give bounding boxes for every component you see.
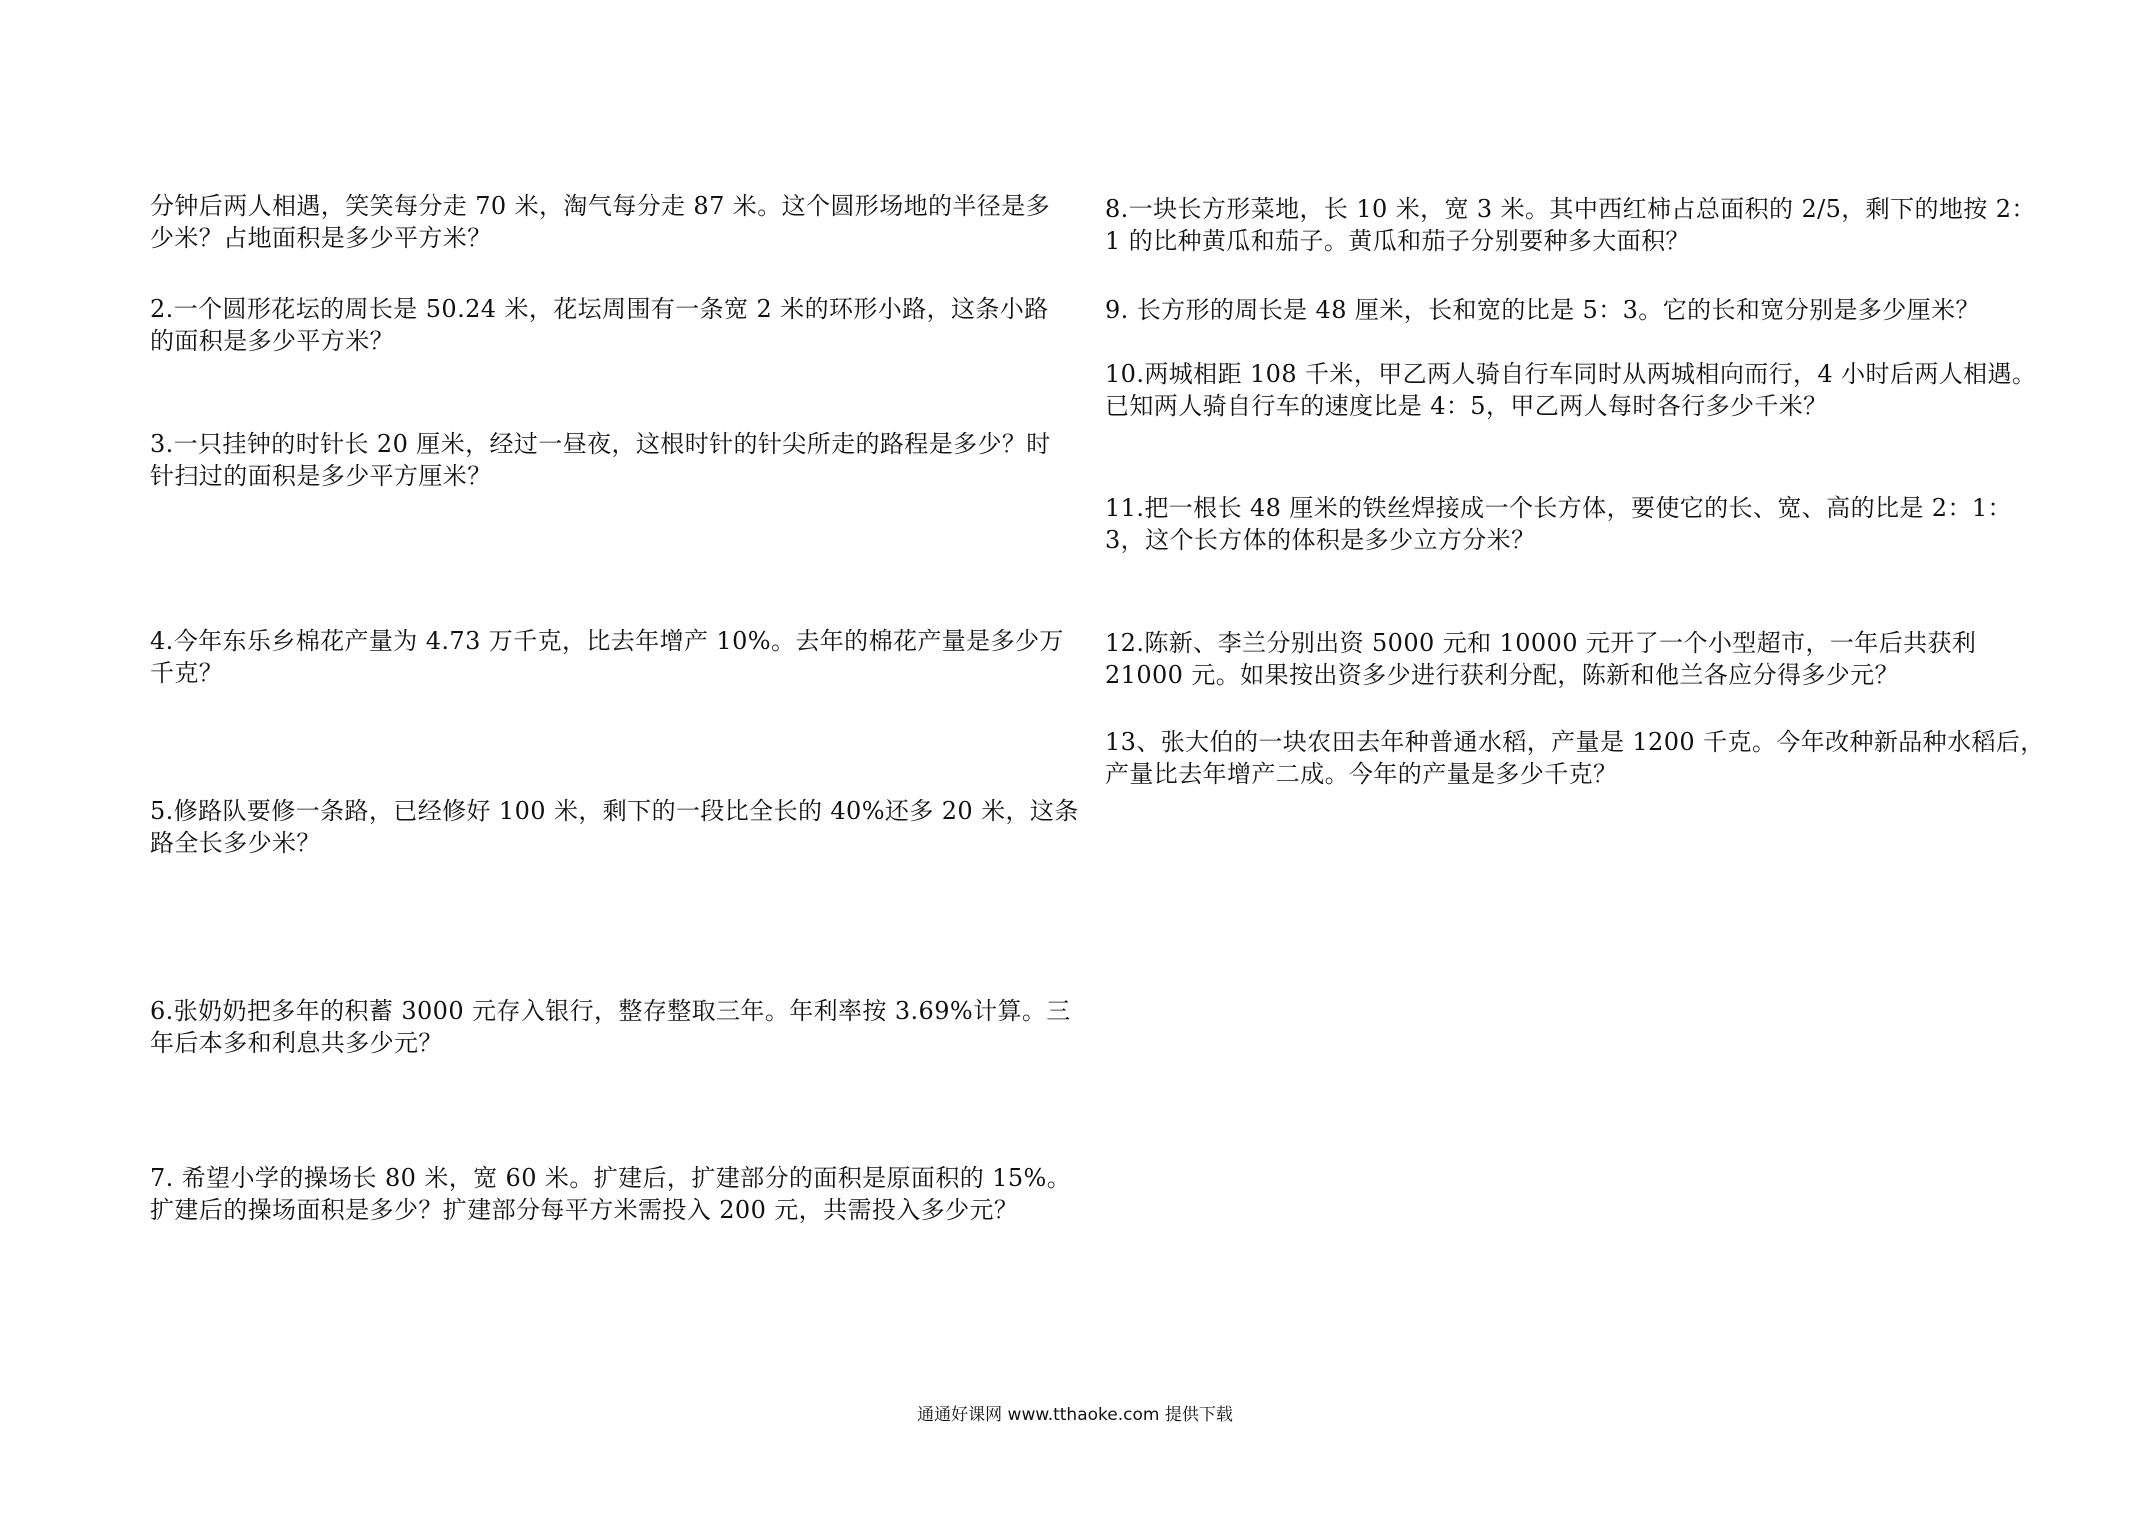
problem-line: 21000 元。如果按出资多少进行获利分配，陈新和他兰各应分得多少元？ — [1105, 661, 1899, 689]
problem-line: 1 的比种黄瓜和茄子。黄瓜和茄子分别要种多大面积？ — [1105, 227, 1690, 255]
problem-8 — [1105, 193, 2036, 257]
footer-text: 通通好课网 www.tthaoke.com 提供下载 — [917, 1405, 1233, 1425]
problem-line: 少米？占地面积是多少平方米？ — [150, 224, 492, 252]
problem-6 — [150, 995, 1070, 1059]
problem-line: 10.两城相距 108 千米，甲乙两人骑自行车同时从两城相向而行，4 小时后两人相遇。 — [1105, 360, 2037, 388]
problem-9 — [1105, 294, 2025, 326]
problem-line: 扩建后的操场面积是多少？扩建部分每平方米需投入 200 元，共需投入多少元？ — [150, 1196, 1019, 1224]
problem-line: 产量比去年增产二成。今年的产量是多少千克？ — [1105, 760, 1618, 788]
problem-10 — [1105, 358, 2037, 422]
problem-line: 路全长多少米？ — [150, 829, 321, 857]
problem-1-continued — [150, 190, 1070, 254]
problem-line: 7. 希望小学的操场长 80 米，宽 60 米。扩建后，扩建部分的面积是原面积的 15%。 — [150, 1164, 1072, 1192]
right-column — [1105, 0, 2045, 1400]
problem-line: 9. 长方形的周长是 48 厘米，长和宽的比是 5：3。它的长和宽分别是多少厘米？ — [1105, 296, 1980, 324]
problem-line: 的面积是多少平方米？ — [150, 327, 394, 355]
problem-line: 13、张大伯的一块农田去年种普通水稻，产量是 1200 千克。今年改种新品种水稻后， — [1105, 728, 2045, 756]
problem-line: 2.一个圆形花坛的周长是 50.24 米，花坛周围有一条宽 2 米的环形小路，这条小路 — [150, 295, 1049, 323]
problem-line: 千克？ — [150, 659, 224, 687]
problem-line: 4.今年东乐乡棉花产量为 4.73 万千克，比去年增产 10%。去年的棉花产量是多少万 — [150, 627, 1064, 655]
problem-line: 3.一只挂钟的时针长 20 厘米，经过一昼夜，这根时针的针尖所走的路程是多少？时 — [150, 430, 1051, 458]
problem-11 — [1105, 492, 2025, 556]
problem-5 — [150, 795, 1079, 859]
problem-line: 已知两人骑自行车的速度比是 4：5，甲乙两人每时各行多少千米？ — [1105, 392, 1828, 420]
problem-line: 5.修路队要修一条路，已经修好 100 米，剩下的一段比全长的 40%还多 20 米，这条 — [150, 797, 1079, 825]
problem-line: 8.一块长方形菜地，长 10 米，宽 3 米。其中西红柿占总面积的 2/5，剩下的地按 2： — [1105, 195, 2036, 223]
page-footer — [0, 1400, 2150, 1425]
problem-12 — [1105, 627, 2025, 691]
problem-line: 针扫过的面积是多少平方厘米？ — [150, 462, 492, 490]
problem-line: 12.陈新、李兰分别出资 5000 元和 10000 元开了一个小型超市，一年后共获利 — [1105, 629, 1977, 657]
problem-line: 分钟后两人相遇，笑笑每分走 70 米，淘气每分走 87 米。这个圆形场地的半径是多 — [150, 192, 1050, 220]
problem-line: 11.把一根长 48 厘米的铁丝焊接成一个长方体，要使它的长、宽、高的比是 2：1： — [1105, 494, 2012, 522]
problem-13 — [1105, 726, 2045, 790]
problem-line: 年后本多和利息共多少元？ — [150, 1029, 443, 1057]
left-column — [150, 0, 1079, 1400]
problem-7 — [150, 1162, 1070, 1226]
problem-2 — [150, 293, 1070, 357]
problem-line: 6.张奶奶把多年的积蓄 3000 元存入银行，整存整取三年。年利率按 3.69%计算。三 — [150, 997, 1071, 1025]
problem-4 — [150, 625, 1070, 689]
problem-line: 3，这个长方体的体积是多少立方分米？ — [1105, 526, 1536, 554]
problem-3 — [150, 428, 1070, 492]
